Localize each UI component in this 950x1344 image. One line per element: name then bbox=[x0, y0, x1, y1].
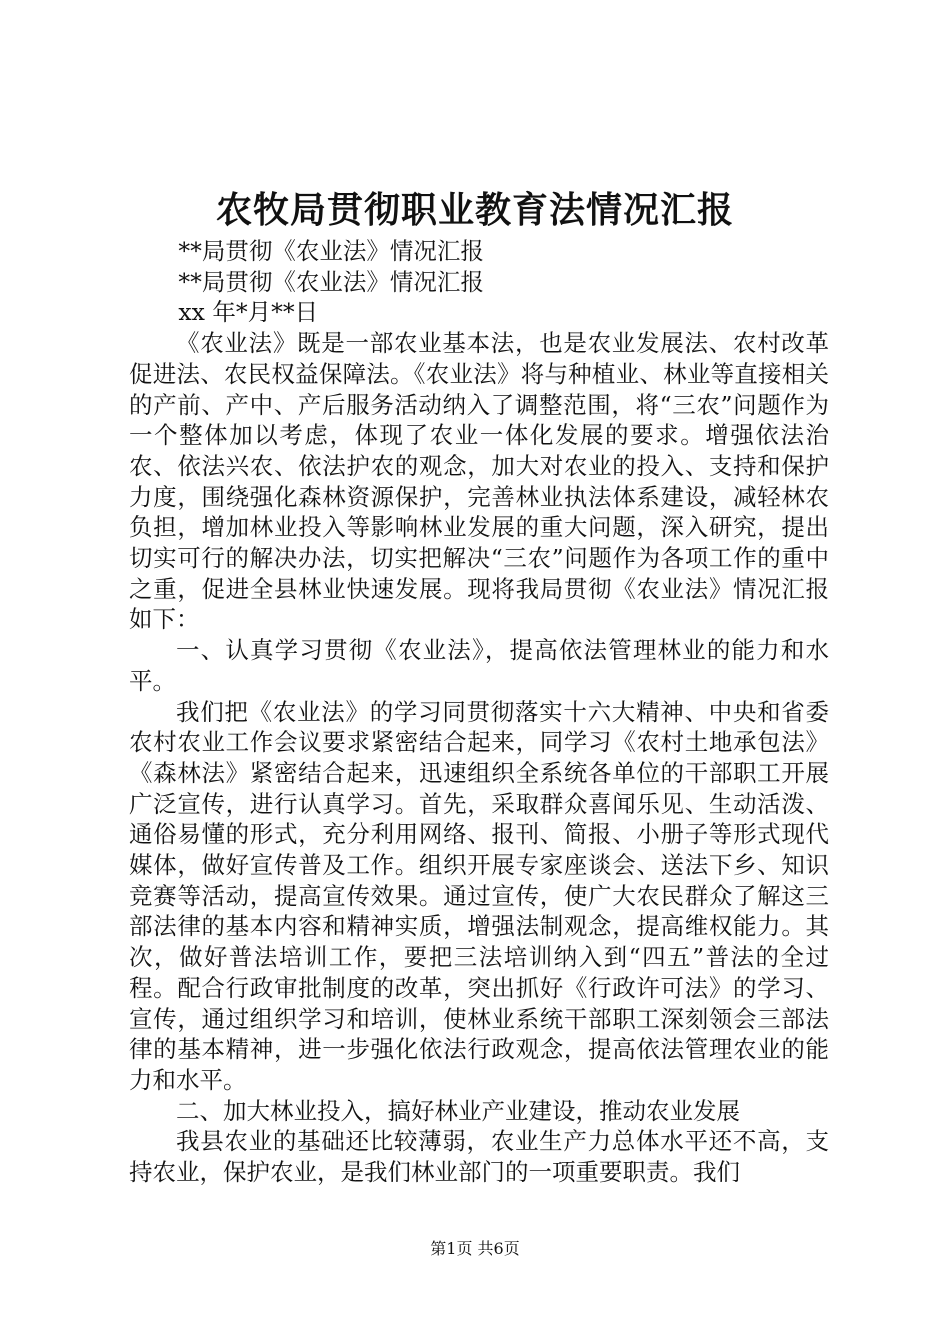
meta-line-2: **局贯彻《农业法》情况汇报 bbox=[178, 267, 484, 296]
document-body bbox=[129, 236, 829, 1188]
paragraph-intro: 《农业法》既是一部农业基本法，也是农业发展法、农村改革促进法、农民权益保障法。《农业法》将与种植业、林业等直接相关的产前、产中、产后服务活动纳入了调整范围，将“三农”问题作为一个整体加以考虑，体现了农业一体化发展的要求。增强依法治农、依法兴农、依法护农的观念，加大对农业的投入、支持和保护力度，围绕强化森林资源保护，完善林业执法体系建设，减轻林农负担，增加林业投入等影响林业发展的重大问题，深入研究，提出切实可行的解决办法，切实把解决“三农”问题作为各项工作的重中之重，促进全县林业快速发展。现将我局贯彻《农业法》情况汇报如下： bbox=[129, 329, 829, 634]
page-footer: 第1页 共6页 bbox=[430, 1239, 520, 1258]
document-title: 农牧局贯彻职业教育法情况汇报 bbox=[215, 189, 734, 231]
section-heading-1: 一、认真学习贯彻《农业法》，提高依法管理林业的能力和水平。 bbox=[129, 636, 829, 695]
paragraph-section-1: 我们把《农业法》的学习同贯彻落实十六大精神、中央和省委农村农业工作会议要求紧密结合起来，同学习《农村土地承包法》《森林法》紧密结合起来，迅速组织全系统各单位的干部职工开展广泛宣传，进行认真学习。首先，采取群众喜闻乐见、生动活泼、通俗易懂的形式，充分利用网络、报刊、简报、小册子等形式现代媒体，做好宣传普及工作。组织开展专家座谈会、送法下乡、知识竞赛等活动，提高宣传效果。通过宣传，使广大农民群众了解这三部法律的基本内容和精神实质，增强法制观念，提高维权能力。其次，做好普法培训工作，要把三法培训纳入到“四五”普法的全过程。配合行政审批制度的改革，突出抓好《行政许可法》的学习、宣传，通过组织学习和培训，使林业系统干部职工深刻领会三部法律的基本精神，进一步强化依法行政观念，提高依法管理农业的能力和水平。 bbox=[129, 697, 829, 1094]
paragraph-section-2: 我县农业的基础还比较薄弱，农业生产力总体水平还不高，支持农业，保护农业，是我们林业部门的一项重要职责。我们 bbox=[129, 1127, 829, 1187]
section-heading-2: 二、加大林业投入，搞好林业产业建设，推动农业发展 bbox=[176, 1096, 740, 1125]
meta-line-1: **局贯彻《农业法》情况汇报 bbox=[178, 237, 484, 265]
meta-date-line: xx 年*月**日 bbox=[178, 298, 319, 327]
